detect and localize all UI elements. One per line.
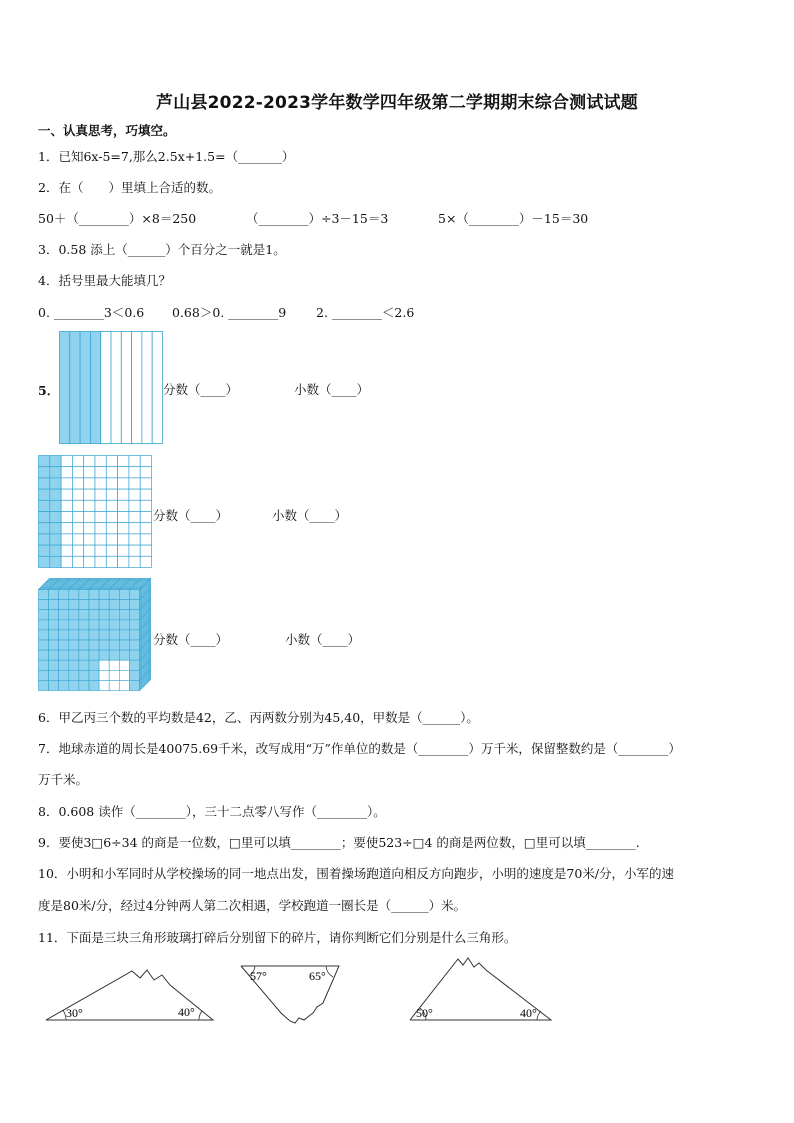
grid-cell [72, 478, 83, 489]
cube-cell [89, 640, 99, 650]
grid-cell [61, 500, 72, 511]
cube-cell [99, 610, 109, 620]
grid-cell [50, 545, 61, 556]
cube-cell [59, 610, 69, 620]
grid-cell [140, 556, 151, 567]
cube-cell [59, 660, 69, 670]
strip-cell [142, 332, 152, 444]
grid-cell [39, 545, 50, 556]
grid-cell [129, 500, 140, 511]
grid-cell [140, 545, 151, 556]
grid-cell [50, 523, 61, 534]
grid-cell [39, 534, 50, 545]
cube-cell [69, 610, 79, 620]
cube-cell [119, 660, 129, 670]
grid-cell [50, 534, 61, 545]
cube-cell [119, 640, 129, 650]
strip-cell [121, 332, 131, 444]
cube-cell [89, 680, 99, 690]
grid-cell [95, 534, 106, 545]
question-8: 8．0.608 读作（________），三十二点零八写作（________）。 [38, 804, 386, 819]
grid-cell [39, 512, 50, 523]
grid-cell [72, 523, 83, 534]
grid-cell [72, 534, 83, 545]
cube-cell [69, 630, 79, 640]
question-6: 6．甲乙丙三个数的平均数是42，乙、丙两数分别为45,40，甲数是（______）。 [38, 710, 479, 725]
section-heading: 一、认真思考，巧填空。 [38, 123, 176, 138]
grid-cell [39, 523, 50, 534]
fraction-answer-3: 分数（____） [153, 632, 229, 647]
cube-cell [39, 650, 49, 660]
question-4-item-c: 2. ________＜2.6 [316, 305, 415, 320]
question-1: 1．已知6x-5=7,那么2.5x+1.5=（_______） [38, 149, 295, 164]
grid-cell [84, 556, 95, 567]
cube-cell [129, 610, 139, 620]
grid-cell [72, 545, 83, 556]
grid-cell [61, 534, 72, 545]
cube-cell [49, 640, 59, 650]
cube-cell [69, 680, 79, 690]
cube-cell [79, 670, 89, 680]
page-title: 芦山县2022-2023学年数学四年级第二学期期末综合测试试题 [156, 93, 638, 113]
cube-cell [119, 680, 129, 690]
grid-cell [118, 512, 129, 523]
cube-cell [89, 630, 99, 640]
cube-cell [119, 650, 129, 660]
grid-cell [129, 523, 140, 534]
cube-cell [69, 670, 79, 680]
question-2: 2．在（ ）里填上合适的数。 [38, 180, 221, 195]
angle-label-2a: 57° [250, 969, 267, 983]
question-4-item-a: 0. ________3＜0.6 [38, 305, 145, 320]
grid-cell [106, 467, 117, 478]
grid-cell [61, 512, 72, 523]
cube-cell [79, 600, 89, 610]
grid-cell [95, 523, 106, 534]
grid-cell [50, 456, 61, 467]
triangle-fragment-1 [44, 965, 216, 1023]
cube-cell [109, 660, 119, 670]
grid-cell [50, 500, 61, 511]
grid-cell [95, 456, 106, 467]
cube-cell [109, 590, 119, 600]
cube-cell [39, 590, 49, 600]
grid-cell [61, 556, 72, 567]
fraction-answer-2: 分数（____） [153, 508, 229, 523]
angle-label-3a: 50° [416, 1006, 433, 1020]
grid-cell [50, 489, 61, 500]
cube-cell [39, 630, 49, 640]
strip-cell [152, 332, 162, 444]
grid-cell [95, 500, 106, 511]
cube-cell [69, 620, 79, 630]
grid-cell [72, 467, 83, 478]
grid-cell [140, 534, 151, 545]
cube-cell [119, 590, 129, 600]
question-11: 11．下面是三块三角形玻璃打碎后分别留下的碎片，请你判断它们分别是什么三角形。 [38, 930, 517, 945]
grid-cell [129, 512, 140, 523]
grid-cell [118, 489, 129, 500]
question-5-number: 5． [38, 383, 60, 398]
grid-cell [140, 512, 151, 523]
strip-cell [60, 332, 70, 444]
cube-cell [79, 680, 89, 690]
cube-cell [39, 610, 49, 620]
cube-cell [69, 660, 79, 670]
grid-cell [95, 478, 106, 489]
angle-label-2b: 65° [309, 969, 326, 983]
cube-cell [129, 660, 139, 670]
cube-cell [99, 590, 109, 600]
grid-cell [95, 512, 106, 523]
cube-cell [39, 660, 49, 670]
cube-cell [69, 650, 79, 660]
grid-cell [129, 478, 140, 489]
grid-cell [129, 534, 140, 545]
grid-cell [61, 456, 72, 467]
cube-cell [59, 680, 69, 690]
cube-cell [109, 620, 119, 630]
cube-cell [79, 640, 89, 650]
grid-cell [84, 456, 95, 467]
cube-cell [109, 630, 119, 640]
cube-cell [99, 620, 109, 630]
cube-cell [49, 590, 59, 600]
cube-cell [129, 630, 139, 640]
question-10-line-2: 度是80米/分，经过4分钟两人第二次相遇，学校跑道一圈长是（______）米。 [38, 898, 467, 913]
grid-cell [129, 489, 140, 500]
cube-cell [129, 670, 139, 680]
cube-cell [109, 610, 119, 620]
cube-cell [99, 680, 109, 690]
cube-cell [99, 660, 109, 670]
cube-cell [49, 610, 59, 620]
grid-cell [72, 456, 83, 467]
angle-label-1b: 40° [178, 1005, 195, 1019]
strip-cell [70, 332, 80, 444]
strip-cell [132, 332, 142, 444]
question-4-item-b: 0.68＞0. ________9 [172, 305, 287, 320]
grid-cell [118, 556, 129, 567]
grid-cell [95, 545, 106, 556]
grid-cell [140, 523, 151, 534]
grid-cell [129, 556, 140, 567]
cube-cell [69, 590, 79, 600]
grid-cell [50, 512, 61, 523]
cube-cell [89, 660, 99, 670]
question-2-item-a: 50＋（________）×8＝250 [38, 211, 197, 226]
grid-cell [39, 556, 50, 567]
grid-cell [72, 556, 83, 567]
cube-cell [99, 670, 109, 680]
grid-cell [106, 556, 117, 567]
cube-cell [49, 660, 59, 670]
grid-cell [39, 456, 50, 467]
hundredths-grid-figure [38, 455, 152, 568]
grid-cell [39, 489, 50, 500]
grid-cell [95, 556, 106, 567]
decimal-answer-3: 小数（____） [285, 632, 361, 647]
grid-cell [72, 489, 83, 500]
cube-cell [69, 640, 79, 650]
cube-cell [79, 660, 89, 670]
grid-cell [118, 500, 129, 511]
grid-cell [129, 545, 140, 556]
strip-cell [101, 332, 111, 444]
grid-cell [140, 467, 151, 478]
cube-cell [59, 650, 69, 660]
grid-cell [84, 467, 95, 478]
cube-cell [39, 640, 49, 650]
cube-cell [49, 650, 59, 660]
angle-label-3b: 40° [520, 1006, 537, 1020]
grid-cell [140, 500, 151, 511]
cube-cell [39, 680, 49, 690]
grid-cell [84, 523, 95, 534]
decimal-answer-1: 小数（____） [294, 382, 370, 397]
cube-cell [129, 680, 139, 690]
cube-cell [79, 620, 89, 630]
grid-cell [50, 467, 61, 478]
cube-cell [89, 610, 99, 620]
cube-cell [79, 590, 89, 600]
cube-cell [59, 640, 69, 650]
grid-cell [118, 467, 129, 478]
cube-cell [129, 600, 139, 610]
grid-cell [84, 478, 95, 489]
grid-cell [106, 534, 117, 545]
grid-cell [140, 478, 151, 489]
fraction-answer-1: 分数（____） [163, 382, 239, 397]
triangle-fragment-3 [408, 955, 554, 1023]
grid-cell [129, 467, 140, 478]
grid-cell [118, 545, 129, 556]
grid-cell [61, 489, 72, 500]
cube-cell [49, 670, 59, 680]
cube-cell [99, 630, 109, 640]
cube-cell [89, 620, 99, 630]
grid-cell [39, 500, 50, 511]
cube-cell [59, 600, 69, 610]
cube-cell [49, 630, 59, 640]
cube-cell [119, 620, 129, 630]
grid-cell [72, 512, 83, 523]
grid-cell [61, 545, 72, 556]
cube-cell [39, 620, 49, 630]
grid-cell [84, 545, 95, 556]
cube-cell [109, 650, 119, 660]
question-9: 9．要使3□6÷34 的商是一位数，□里可以填________；要使523÷□4 的商是两位数，□里可以填________. [38, 835, 640, 850]
cube-cell [89, 600, 99, 610]
cube-cell [129, 650, 139, 660]
cube-cell [109, 600, 119, 610]
grid-cell [106, 545, 117, 556]
grid-cell [95, 489, 106, 500]
cube-cell [39, 670, 49, 680]
grid-cell [106, 456, 117, 467]
decimal-answer-2: 小数（____） [272, 508, 348, 523]
grid-cell [39, 478, 50, 489]
cube-cell [109, 680, 119, 690]
question-2-item-c: 5×（________）－15＝30 [438, 211, 589, 226]
cube-cell [79, 630, 89, 640]
grid-cell [129, 456, 140, 467]
cube-cell [59, 670, 69, 680]
grid-cell [84, 512, 95, 523]
grid-cell [140, 489, 151, 500]
grid-cell [84, 534, 95, 545]
grid-cell [61, 478, 72, 489]
question-4: 4．括号里最大能填几？ [38, 273, 171, 288]
cube-cell [59, 590, 69, 600]
cube-cell [69, 600, 79, 610]
cube-cell [79, 650, 89, 660]
cube-cell [119, 670, 129, 680]
grid-cell [61, 467, 72, 478]
grid-cell [118, 478, 129, 489]
cube-cell [99, 640, 109, 650]
question-2-item-b: （________）÷3－15＝3 [246, 211, 389, 226]
grid-cell [118, 456, 129, 467]
strip-cell [90, 332, 100, 444]
angle-label-1a: 30° [66, 1006, 83, 1020]
cube-cell [39, 600, 49, 610]
question-3: 3．0.58 添上（______）个百分之一就是1。 [38, 242, 286, 257]
cube-cell [49, 600, 59, 610]
triangle-fragment-2 [239, 963, 343, 1027]
cube-cell [89, 670, 99, 680]
cube-cell [89, 650, 99, 660]
grid-cell [84, 500, 95, 511]
grid-cell [106, 523, 117, 534]
grid-cell [106, 489, 117, 500]
grid-cell [106, 512, 117, 523]
grid-cell [95, 467, 106, 478]
grid-cell [72, 500, 83, 511]
grid-cell [106, 500, 117, 511]
grid-cell [50, 556, 61, 567]
question-10-line-1: 10．小明和小军同时从学校操场的同一地点出发，围着操场跑道向相反方向跑步，小明的速度是70米/分，小军的速 [38, 866, 675, 881]
question-7-line-2: 万千米。 [38, 772, 89, 787]
grid-cell [84, 489, 95, 500]
cube-cell [129, 590, 139, 600]
cube-cell [79, 610, 89, 620]
cube-cell [119, 630, 129, 640]
cube-cell [129, 640, 139, 650]
cube-cell [49, 620, 59, 630]
cube-cell [59, 630, 69, 640]
thousandths-cube-figure [38, 578, 152, 694]
grid-cell [39, 467, 50, 478]
grid-cell [50, 478, 61, 489]
cube-cell [49, 680, 59, 690]
cube-cell [89, 590, 99, 600]
cube-cell [109, 640, 119, 650]
grid-cell [106, 478, 117, 489]
cube-cell [129, 620, 139, 630]
grid-cell [118, 523, 129, 534]
grid-cell [118, 534, 129, 545]
grid-cell [140, 456, 151, 467]
cube-cell [109, 670, 119, 680]
cube-cell [119, 610, 129, 620]
cube-cell [99, 600, 109, 610]
strip-cell [80, 332, 90, 444]
cube-cell [59, 620, 69, 630]
cube-cell [119, 600, 129, 610]
strip-cell [111, 332, 121, 444]
tenths-strip-figure [59, 331, 163, 444]
grid-cell [61, 523, 72, 534]
question-7-line-1: 7．地球赤道的周长是40075.69千米，改写成用“万”作单位的数是（________）万千米，保留整数约是（________） [38, 741, 681, 756]
cube-cell [99, 650, 109, 660]
